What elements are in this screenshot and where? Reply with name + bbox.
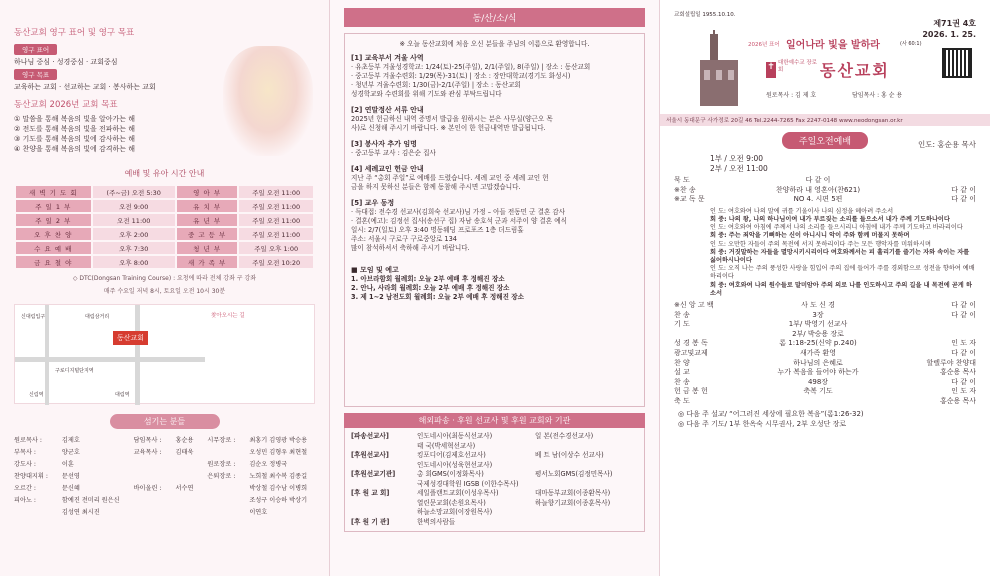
- worship-order-row: [674, 320, 976, 330]
- mission-row: [351, 518, 638, 528]
- order-person: 다 같 이: [951, 377, 976, 386]
- church-building-photo: [696, 30, 740, 106]
- news-title: 동/산/소/식: [344, 8, 645, 27]
- worship-order-row: [674, 195, 976, 205]
- worship-leader: 인도: 홍순용 목사: [917, 140, 976, 149]
- meeting-line: 2. 안나, 사라회 월례회: 오늘 2부 예배 후 정해진 장소: [351, 284, 510, 292]
- order-item: ※신 앙 고 백: [674, 301, 714, 310]
- cell: 오후 7:30: [93, 242, 175, 254]
- cell: 새 벽 기 도 회: [16, 186, 91, 198]
- cell: 주일 오전 11:00: [239, 214, 313, 226]
- order-person: 다 같 이: [951, 185, 976, 194]
- table-row: [16, 256, 313, 268]
- responsive-line: 인 도: 오만한 자들이 주의 목전에 서지 못하리이다 주는 모든 행악자를 미워하시며: [710, 240, 931, 248]
- order-content: 498장: [807, 377, 829, 386]
- news-line: · 중고등부 겨울수련회: 1/29(목)-31(토) | 장소 : 장안대학교(경기도 화성시): [351, 72, 571, 80]
- cell: 주 일 2 부: [16, 214, 91, 226]
- annual-goal-3: ③ 기도를 통해 복음의 빛에 감사하는 해: [14, 135, 136, 143]
- staff-cell: 담임목사 :: [133, 437, 162, 444]
- staff-cell: [176, 495, 202, 504]
- motto-text: 하나님 중심 · 성경중심 · 교회중심: [14, 58, 118, 66]
- staff-cell: 박상철 김수남 이병희: [249, 485, 308, 492]
- right-panel: [660, 0, 990, 576]
- mission-cell: [351, 480, 417, 490]
- order-content: [732, 397, 904, 407]
- cell: 금 요 철 야: [16, 256, 91, 268]
- order-content: NO 4. 시편 5편: [793, 195, 843, 204]
- order-item: 찬 양: [674, 358, 690, 367]
- order-content: 누가 복음을 들어야 하는가: [777, 368, 859, 377]
- worship-order-row: [674, 301, 976, 311]
- left-panel: [0, 0, 330, 576]
- mission-row: [351, 442, 638, 452]
- staff-cell: [207, 447, 243, 456]
- meeting-line: 3. 제 1~2 남전도회 월례회: 오늘 2부 예배 후 정해진 장소: [351, 293, 524, 301]
- cell: 오후 8:00: [93, 256, 175, 268]
- order-item: 광고및교제: [674, 348, 708, 357]
- order-person: 인 도 자: [951, 339, 976, 348]
- annual-goal-1: ① 말씀을 통해 복음의 빛을 알아가는 해: [14, 115, 136, 123]
- mission-cell: 평서노회GMS(김정민목사): [535, 470, 613, 478]
- table-row: [16, 242, 313, 254]
- order-content: 2부/ 박승용 장로: [792, 329, 844, 338]
- mission-cell: [후 원 교 회]: [351, 489, 390, 497]
- mission-row: [351, 432, 638, 442]
- mission-row: [351, 451, 638, 461]
- service-time: 1부 / 오전 9:00: [710, 154, 764, 163]
- news-line: 금을 하지 못하신 분들은 함께 동참해 주시면 고맙겠습니다.: [351, 183, 521, 191]
- news-section-title: [5] 교우 동정: [351, 199, 395, 207]
- worship-order-row: [674, 368, 976, 378]
- staff-cell: 은퇴장로 :: [207, 473, 236, 480]
- goals-title: 동산교회 영구 표어 및 영구 목표: [14, 28, 135, 38]
- news-line: 많이 참석하셔서 축하해 주시기 바랍니다.: [351, 244, 470, 252]
- order-item: 성 경 봉 독: [674, 339, 708, 348]
- order-item: 축 도: [674, 396, 690, 405]
- staff-cell: [134, 459, 170, 468]
- cell: 수 요 예 배: [16, 242, 91, 254]
- responsive-line: 회 중: 주는 죄악을 기뻐하는 신이 아니시니 악이 주와 함께 머물지 못하며: [710, 232, 910, 240]
- order-content: 찬양하라 내 영혼아(찬621): [775, 185, 861, 194]
- cell: 유 치 부: [177, 200, 237, 212]
- order-person: 홍순용 목사: [939, 396, 976, 405]
- staff-cell: [134, 507, 170, 516]
- news-line: 성경학교와 수련회를 위해 기도와 관심 부탁드립니다: [351, 90, 502, 98]
- cell: 오전 11:00: [93, 214, 175, 226]
- order-content: 1부/ 박영기 선교사: [788, 320, 848, 329]
- meetings-title: ■ 모임 및 예고: [351, 266, 399, 274]
- cell: (주~금) 오전 5:30: [93, 186, 175, 198]
- mission-cell: [351, 461, 417, 471]
- mission-row: [351, 489, 638, 499]
- news-line: 주소: 서울시 구로구 구로중앙로 134: [351, 235, 457, 243]
- staff-cell: 조성구 이승하 박상기: [249, 497, 308, 504]
- mission-cell: 대마동부교회(이종환목사): [535, 489, 611, 497]
- order-content: 하나님의 은혜로: [793, 358, 843, 367]
- order-person: 홍순용 목사: [939, 368, 976, 377]
- news-line: · 결혼(예고): 김정선 집사(송선구 집) 자남 송호석 군과 서주이 양 결혼 예식: [351, 217, 568, 225]
- staff-cell: 노희철 최수복 김종길: [249, 473, 308, 480]
- staff-title: 섬기는 분들: [110, 414, 220, 429]
- order-item: ※찬 송: [674, 185, 696, 194]
- order-person: [904, 176, 976, 186]
- map-label: 대림삼거리: [85, 314, 110, 320]
- cell: 주 일 1 부: [16, 200, 91, 212]
- issue-date: 2026. 1. 25.: [922, 30, 976, 39]
- table-row: [16, 186, 313, 198]
- order-item: 기 도: [674, 320, 690, 329]
- news-line: 일시: 2/7(일토) 오후 3:40 명동웨딩 프로포즈 1층 더드림홀: [351, 226, 524, 234]
- table-row: [16, 228, 313, 240]
- responsive-line: 인 도: 여호와여 아침에 주께서 나의 소리를 들으시리니 아침에 내가 주께 기도하고 바라리이다: [710, 224, 963, 232]
- map-label: 구로디지털단지역: [55, 368, 94, 374]
- order-of-worship: [674, 176, 976, 205]
- map-label: 대림역: [115, 392, 130, 398]
- staff-cell: 시무장로 :: [207, 437, 236, 444]
- order-item: ※교 독 문: [674, 195, 705, 204]
- staff-cell: 찬양대지휘 :: [14, 473, 48, 480]
- dtc-note: ◇ DTC(Dongsan Training Course) : 요청에 따라 전체 강좌 구 강좌: [72, 275, 257, 282]
- mission-cell: [후원선교기관]: [351, 470, 396, 478]
- staff-cell: [176, 459, 202, 468]
- mission-cell: 킹포디어(김제호선교사): [417, 451, 486, 459]
- mission-cell: 열린문교회(손원요목사): [417, 498, 486, 507]
- table-row: [16, 200, 313, 212]
- worship-order-row: [674, 339, 976, 349]
- cell: 오 후 찬 양: [16, 228, 91, 240]
- year-motto-ref: (사 60:1): [900, 41, 922, 47]
- news-section-title: [4] 세례교인 헌금 안내: [351, 165, 424, 173]
- news-section-title: [1] 교육부서 겨울 사역: [351, 54, 424, 62]
- order-content: 롬 1:18-25(신약 p.240): [779, 339, 857, 348]
- order-content: 사 도 신 경: [801, 301, 835, 310]
- staff-cell: 서수연: [175, 485, 194, 492]
- cell: 오후 2:00: [93, 228, 175, 240]
- news-box: [344, 33, 645, 407]
- staff-cell: 양군호: [61, 449, 80, 456]
- order-content: 새가족 환영: [799, 348, 837, 357]
- staff-cell: 교육목사 :: [133, 449, 162, 456]
- order-person: 다 같 이: [951, 348, 976, 357]
- middle-panel: [330, 0, 660, 576]
- mission-cell: 하늘향기교회(이종훈목사): [535, 498, 611, 507]
- order-person: 다 같 이: [951, 310, 976, 319]
- staff-cell: 문신혜: [61, 485, 80, 492]
- order-item: 찬 송: [674, 377, 690, 386]
- mission-cell: 인도네시아(성육현선교사): [417, 460, 493, 469]
- worship-order-row: [674, 186, 976, 196]
- staff-cell: 오성민 김형우 최현철: [249, 449, 308, 456]
- staff-cell: 김제호: [61, 437, 80, 444]
- responsive-line: 회 중: 여호와여 나의 원수들로 말미암아 주의 의로 나를 인도하시고 주의 길을 내 목전에 곧게 하소서: [710, 281, 972, 297]
- goal-text: 교육하는 교회 · 선교하는 교회 · 봉사하는 교회: [14, 83, 156, 91]
- worship-order-row: [674, 378, 976, 388]
- order-person: [904, 330, 976, 340]
- order-content: 다 같 이: [805, 176, 831, 184]
- schedule-title: 예배 및 유아 시간 안내: [124, 169, 205, 178]
- elder-pastor: 원로목사 : 김 제 호: [766, 92, 817, 99]
- mission-cell: 인도네시아(최동식선교사): [417, 432, 493, 440]
- mission-row: [351, 508, 638, 518]
- mission-cell: 국제성경대학원 IGSB (이한수목사): [417, 479, 519, 488]
- mission-row: [351, 499, 638, 509]
- staff-cell: [207, 483, 243, 492]
- cell: 주일 오후 1:00: [239, 242, 313, 254]
- news-line: · 유초등부 겨울성경학교: 1/24(토)-25(주일), 2/1(주일), 8(주일) | 장소 : 동산교회: [351, 63, 591, 71]
- map-church-marker: 동산교회: [113, 331, 148, 345]
- mission-cell: [파송선교사]: [351, 432, 389, 440]
- schedule-table: [14, 184, 315, 270]
- order-of-worship-2: [674, 301, 976, 407]
- cell: 주일 오전 11:00: [239, 228, 313, 240]
- illustration-image: [223, 46, 313, 156]
- staff-cell: 이연호: [249, 509, 268, 516]
- staff-cell: 이훈: [61, 461, 74, 468]
- senior-pastor: 담임목사 : 홍 순 용: [852, 92, 903, 99]
- worship-order-row: [674, 397, 976, 407]
- road: [45, 305, 49, 405]
- news-line: · 중고등부 교사 : 김은순 집사: [351, 149, 436, 157]
- order-item: 설 교: [674, 368, 690, 377]
- motto-pill: 영구 표어: [14, 44, 57, 55]
- news-line: 2025년 헌금하신 내역 증명서 발급을 원하시는 분은 사무실(양근오 목: [351, 115, 553, 123]
- cell: 주일 오전 10:20: [239, 256, 313, 268]
- order-person: 인 도 자: [951, 387, 976, 396]
- church-name: 동산교회: [820, 61, 890, 80]
- staff-cell: 홍순용: [175, 437, 194, 444]
- order-content: 축복 기도: [803, 387, 833, 396]
- staff-cell: 원로목사 :: [14, 437, 42, 444]
- cell: 중 고 등 부: [177, 228, 237, 240]
- welcome-text: ※ 오늘 동산교회에 처음 오신 분들을 주님의 이름으로 환영합니다.: [399, 40, 590, 48]
- order-item: 묵 도: [674, 176, 690, 184]
- mission-cell: 세일플랜트교회(이성우목사): [417, 489, 499, 497]
- cell: 영 아 부: [177, 186, 237, 198]
- service-times: [674, 154, 976, 174]
- annual-goal-2: ② 전도를 통해 복음의 빛을 전파하는 해: [14, 125, 136, 133]
- mission-cell: 하늘소망교회(이장원목사): [417, 508, 493, 516]
- mission-title: 해외파송 · 후원 선교사 및 후원 교회와 기관: [344, 413, 645, 428]
- goal-pill: 영구 목표: [14, 69, 57, 80]
- staff-cell: [134, 471, 170, 480]
- staff-cell: 원로장로 :: [207, 461, 236, 468]
- map-label: 신림역: [29, 392, 44, 398]
- staff-cell: 바이올린 :: [133, 485, 162, 492]
- order-content: 3장: [812, 310, 824, 319]
- cell: 오전 9:00: [93, 200, 175, 212]
- order-item: [674, 330, 732, 340]
- issue-number: 제71권 4호: [933, 19, 976, 28]
- order-item: 찬 송: [674, 310, 690, 319]
- staff-cell: 피아노 :: [14, 497, 36, 504]
- news-section-title: [3] 봉사자 추가 임명: [351, 140, 417, 148]
- responsive-line: 회 중: 나의 왕, 나의 하나님이여 내가 부르짖는 소리를 들으소서 내가 주께 기도하나이다: [710, 215, 950, 223]
- worship-order-row: [674, 330, 976, 340]
- denomination: 대한예수교 장로회: [778, 60, 817, 73]
- staff-cell: 강도사 :: [14, 461, 36, 468]
- news-section-title: [2] 연말정산 서류 안내: [351, 106, 424, 114]
- map-label: 신대림입구: [21, 314, 46, 320]
- next-week-sermon: ◎ 다음 주 설교/ “어그러진 세상에 필요한 복음”(롬1:26-32): [678, 409, 864, 418]
- cell: 새 가 족 부: [177, 256, 237, 268]
- staff-cell: [176, 507, 202, 516]
- cell: 청 년 부: [177, 242, 237, 254]
- staff-cell: 최홍기 김영광 박승용: [249, 437, 308, 444]
- mission-row: [351, 461, 638, 471]
- responsive-line: 인 도: 오직 나는 주의 풍성한 사랑을 힘입어 주의 집에 들어가 주를 경외함으로 성전을 향하여 예배하리이다: [710, 265, 975, 281]
- staff-cell: [207, 495, 243, 504]
- staff-cell: [176, 471, 202, 480]
- worship-order-row: [674, 349, 976, 359]
- road: [15, 357, 205, 362]
- order-person: [904, 320, 976, 330]
- responsive-line: 회 중: 거짓말하는 자들을 멸망시키시리이다 여호와께서는 피 흘리기를 즐기는 자와 속이는 자를 싫어하시나이다: [710, 248, 970, 264]
- year-motto: 일어나라 빛을 발하라: [786, 40, 880, 51]
- cross-logo-icon: ✝: [766, 62, 776, 78]
- mission-cell: 베 트 남(이상수 선교사): [535, 451, 604, 459]
- mission-cell: [351, 499, 417, 509]
- news-line: · 득대접: 전수경 선교사(김희숙 선교사)님 가정 – 아들 전동민 군 결혼 감사: [351, 208, 566, 216]
- staff-list: [14, 435, 315, 516]
- staff-cell: [14, 507, 56, 516]
- mission-cell: 총 회GMS(이정화목사): [417, 470, 484, 478]
- order-person: 할렐루야 찬양대: [926, 358, 976, 367]
- cell: 주일 오전 11:00: [239, 186, 313, 198]
- service-time: 2부 / 오전 11:00: [710, 164, 768, 173]
- staff-cell: [207, 507, 243, 516]
- order-person: 다 같 이: [951, 301, 976, 310]
- worship-title: 주일오전예배: [782, 132, 868, 149]
- mission-cell: [후원선교사]: [351, 451, 389, 459]
- annual-goal-title: 동산교회 2026년 교회 목표: [14, 100, 118, 110]
- responsive-line: 인 도: 여호와여 나의 말에 귀를 기울이사 나의 심정을 헤아려 주소서: [710, 207, 894, 215]
- staff-cell: 함예진 전미리 원은신: [61, 497, 120, 504]
- road: [135, 305, 140, 405]
- mission-row: [351, 470, 638, 480]
- responsive-reading: [674, 208, 976, 298]
- address-bar: 서울시 동대문구 사가정로 20길 46 Tel.2244-7265 Fax 2247-0148 www.neodongsan.or.kr: [660, 114, 990, 126]
- annual-goal-4: ④ 찬양을 통해 복음의 빛에 감격하는 해: [14, 145, 136, 153]
- meeting-line: 1. 아브라함회 월례회: 오늘 2부 예배 후 정해진 장소: [351, 275, 505, 283]
- news-line: 지난 주 “총회 주일”로 예배를 드렸습니다. 세례 교인 중 세례 교인 헌: [351, 174, 549, 182]
- mission-list: [344, 428, 645, 532]
- mission-cell: 태 국(박세혁선교사): [417, 441, 476, 450]
- worship-order-row: [674, 176, 976, 186]
- next-week-prayer: ◎ 다음 주 기도/ 1부 한옥숙 시무권사, 2부 오성단 장로: [678, 419, 847, 428]
- worship-order-row: [674, 311, 976, 321]
- mission-cell: 한벽의사람들: [417, 517, 456, 526]
- mission-row: [351, 480, 638, 490]
- mission-cell: [351, 508, 417, 518]
- mission-cell: [351, 442, 417, 452]
- worship-order-row: [674, 387, 976, 397]
- staff-cell: 부목사 :: [14, 449, 36, 456]
- established-date: 교회설립일 1955.10.10.: [674, 12, 736, 18]
- staff-cell: [134, 495, 170, 504]
- bulletin-header: [666, 10, 976, 126]
- order-person: 다 같 이: [951, 195, 976, 204]
- staff-cell: 오르간 :: [14, 485, 36, 492]
- staff-cell: 김순오 정병국: [249, 461, 288, 468]
- location-map: [14, 304, 315, 404]
- staff-cell: 김태욱: [175, 449, 194, 456]
- news-line: 사)로 신청해 주시기 바랍니다. ※ 본인이 한 헌금내역만 발급됩니다.: [351, 124, 546, 132]
- dtc-time: 매주 수요일 저녁 8시, 토요일 오전 10시 30분: [103, 288, 226, 295]
- news-line: · 청년부 겨울수련회: 1/30(금)-2/1(주일) | 장소 : 동산교회: [351, 81, 521, 89]
- staff-cell: 김성연 최시진: [61, 509, 100, 516]
- order-item: 헌 금 봉 헌: [674, 387, 708, 396]
- qr-code-icon: [942, 48, 972, 78]
- year-motto-label: 2026년 표어: [748, 42, 780, 48]
- cell: 주일 오전 11:00: [239, 200, 313, 212]
- worship-order-row: [674, 359, 976, 369]
- table-row: [16, 214, 313, 226]
- staff-cell: 문선영: [61, 473, 80, 480]
- mission-cell: 일 본(전수경선교사): [535, 432, 594, 440]
- map-directions-title: 찾아오시는 길: [211, 313, 245, 319]
- cell: 유 년 부: [177, 214, 237, 226]
- mission-cell: [후 원 기 관]: [351, 517, 390, 526]
